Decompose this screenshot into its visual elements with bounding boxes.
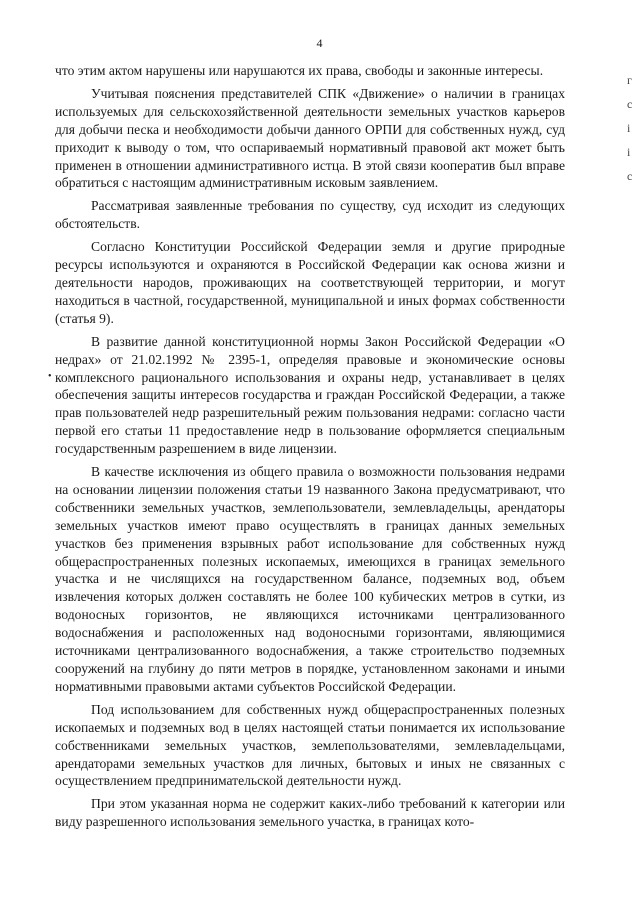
- margin-mark: с: [627, 97, 633, 111]
- right-margin-bleed-through: [627, 68, 639, 188]
- paragraph-merits-intro: Рассматривая заявленные требования по существу, суд исходит из следующих обстоятельств.: [55, 198, 565, 232]
- document-body: [55, 62, 565, 836]
- margin-mark: і: [627, 145, 631, 159]
- scan-artifact-dot: •: [48, 371, 52, 382]
- paragraph-standing: Учитывая пояснения представителей СПК «Движение» о наличии в границах используемых для сельскохозяйственной деятельности земельных участков карьеров для добычи песка и необходимости добычи данного ОРПИ для собственных нужд, суд приходит к выводу о том, что оспариваемый нормативный правовой акт может быть применен в отношении административного истца. В этой связи кооператив был вправе обратиться с настоящим административным исковым заявлением.: [55, 85, 565, 191]
- margin-mark: г: [627, 73, 632, 87]
- paragraph-subsoil-law: В развитие данной конституционной нормы Закон Российской Федерации «О недрах» от 21.02.1992 № 2395-1, определяя правовые и экономические основы комплексного рационального использования и охраны недр, устанавливает в целях обеспечения защиты интересов государства и граждан Российской Федерации, а также прав пользователей недр разрешительный режим пользования недрами: согласно части первой его статьи 11 предоставление недр в пользование оформляется специальным государственным разрешением в виде лицензии.: [55, 333, 565, 457]
- paragraph-own-needs-definition: Под использованием для собственных нужд общераспространенных полезных ископаемых и подземных вод в целях настоящей статьи понимается их использование собственниками земельных участков, землепользователями, землевладельцами, арендаторами земельных участков для личных, бытовых и иных не связанных с осуществлением предпринимательской деятельности нужд.: [55, 701, 565, 789]
- margin-mark: с: [627, 169, 633, 183]
- page-number: 4: [316, 36, 323, 50]
- paragraph-constitution: Согласно Конституции Российской Федерации земля и другие природные ресурсы используются и охраняются в Российской Федерации как основа жизни и деятельности народов, проживающих на соответствующей территории, и могут находиться в частной, государственной, муниципальной и иных формах собственности (статья 9).: [55, 239, 565, 326]
- margin-mark: і: [627, 121, 631, 135]
- paragraph-exception-article-19: В качестве исключения из общего правила о возможности пользования недрами на основании лицензии положения статьи 19 названного Закона предусматривают, что собственники земельных участков, землепользователи, землевладельцы, арендаторы земельных участков имеют право осуществлять в границах данных земельных участков без применения взрывных работ использование для собственных нужд общераспространенных полезных ископаемых, имеющихся в границах земельного участка и не числящихся на государственном балансе, подземных вод, объем извлечения которых должен составлять не более 100 кубических метров в сутки, из водоносных горизонтов, не являющихся источниками централизованного водоснабжения и расположенных над водоносными горизонтами, являющимися источниками централизованного водоснабжения, а также строительство подземных сооружений на глубину до пяти метров в порядке, установленном законами и иными нормативными правовыми актами субъектов Российской Федерации.: [55, 464, 565, 694]
- paragraph-land-category: При этом указанная норма не содержит каких-либо требований к категории или виду разрешенного использования земельного участка, в границах кото-: [55, 796, 565, 830]
- paragraph-continuation: что этим актом нарушены или нарушаются их права, свободы и законные интересы.: [55, 63, 544, 78]
